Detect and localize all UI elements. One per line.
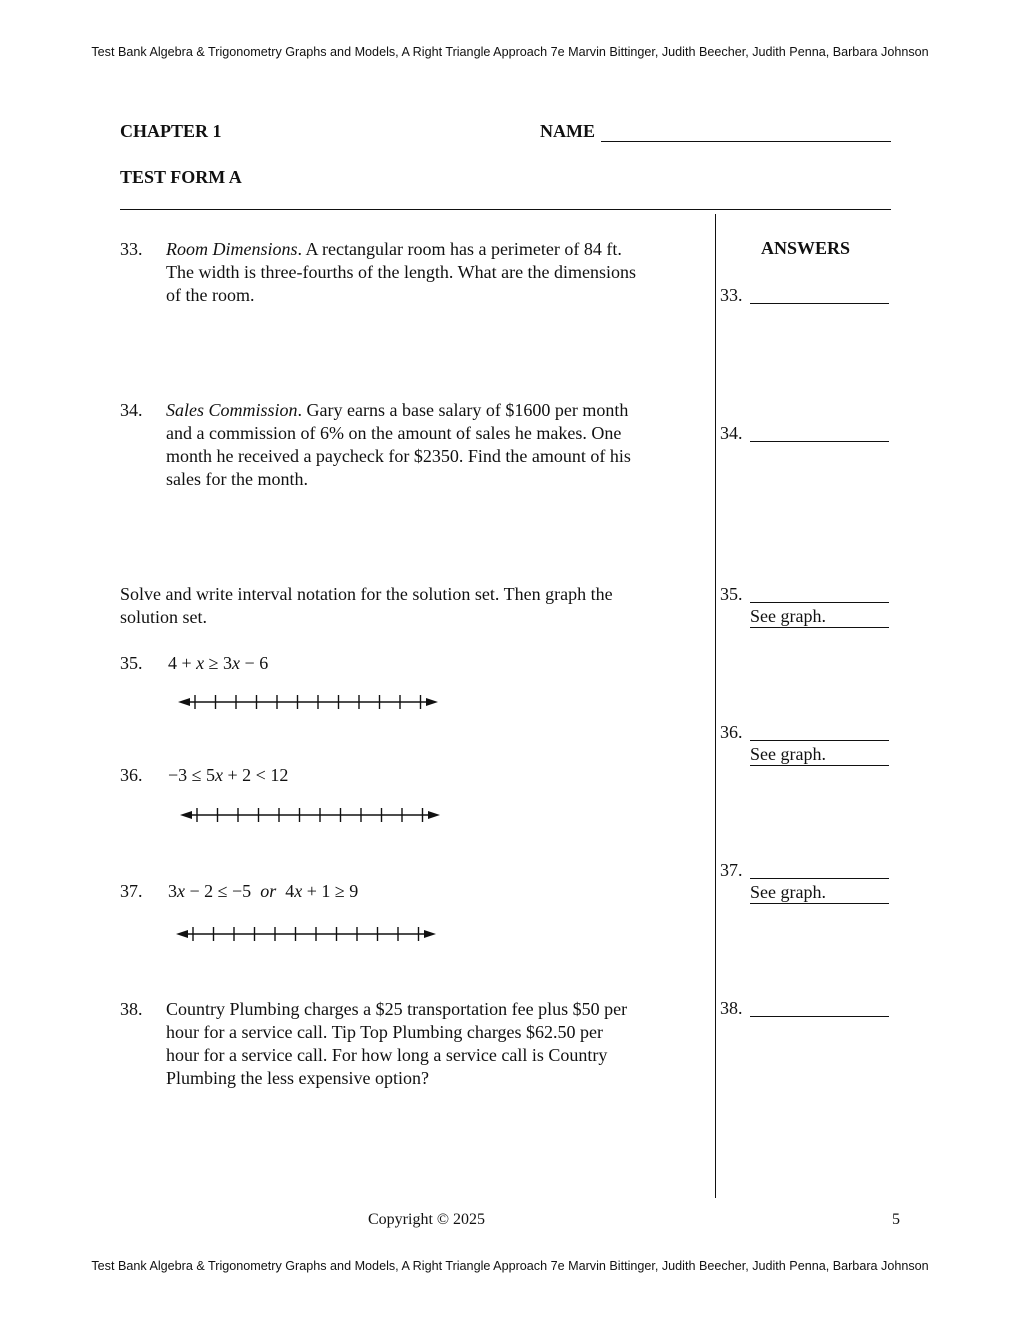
number-line-left-arrow xyxy=(176,930,188,938)
answer-column-divider xyxy=(715,214,716,1198)
header-rule xyxy=(120,209,891,210)
question-33-line-2: The width is three-fourths of the length. What are the dimensions xyxy=(166,262,637,282)
number-line-left-arrow xyxy=(180,811,192,819)
question-37-inequality: 3x − 2 ≤ −5 or 4x + 1 ≥ 9 xyxy=(168,881,359,901)
answers-title: ANSWERS xyxy=(761,238,851,258)
number-line-37[interactable] xyxy=(174,924,438,944)
question-34-text xyxy=(166,399,631,491)
answer-33-label: 33. xyxy=(720,285,743,305)
question-38-text xyxy=(166,998,627,1090)
question-38-number: 38. xyxy=(120,999,143,1019)
answer-37-field[interactable] xyxy=(750,878,889,879)
question-33-line-1: . A rectangular room has a perimeter of 84 ft. xyxy=(297,239,622,259)
answer-34-field[interactable] xyxy=(750,441,889,442)
answer-37-label: 37. xyxy=(720,860,743,880)
question-34-line-2: and a commission of 6% on the amount of sales he makes. One xyxy=(166,423,622,443)
instruction-text xyxy=(120,583,613,629)
question-33-number: 33. xyxy=(120,239,143,259)
name-field[interactable] xyxy=(601,141,891,142)
answer-35-label: 35. xyxy=(720,584,743,604)
question-36-inequality: −3 ≤ 5x + 2 < 12 xyxy=(168,765,289,785)
footer-banner: Test Bank Algebra & Trigonometry Graphs and Models, A Right Triangle Approach 7e Marvin Bittinger, Judith Beecher, Judith Penna, Barbara Johnson xyxy=(91,1259,929,1273)
number-line-right-arrow xyxy=(424,930,436,938)
question-34-line-4: sales for the month. xyxy=(166,469,308,489)
question-34-number: 34. xyxy=(120,400,143,420)
chapter-title: CHAPTER 1 xyxy=(120,121,222,141)
answer-36-field[interactable] xyxy=(750,740,889,741)
answer-38-label: 38. xyxy=(720,998,743,1018)
question-34-title: Sales Commission xyxy=(166,400,298,420)
instruction-line-1: Solve and write interval notation for the solution set. Then graph the xyxy=(120,584,613,604)
number-line-right-arrow xyxy=(426,698,438,706)
answer-33-field[interactable] xyxy=(750,303,889,304)
question-38-line-2: hour for a service call. Tip Top Plumbing charges $62.50 per xyxy=(166,1022,604,1042)
answer-35-see-graph: See graph. xyxy=(750,605,889,628)
question-38-line-4: Plumbing the less expensive option? xyxy=(166,1068,429,1088)
number-line-right-arrow xyxy=(428,811,440,819)
question-35-inequality: 4 + x ≥ 3x − 6 xyxy=(168,653,269,673)
answer-36-see-graph: See graph. xyxy=(750,743,889,766)
answer-35-field[interactable] xyxy=(750,602,889,603)
question-34-line-1: . Gary earns a base salary of $1600 per month xyxy=(297,400,629,420)
question-33-line-3: of the room. xyxy=(166,285,255,305)
answer-37-see-graph: See graph. xyxy=(750,881,889,904)
number-line-36[interactable] xyxy=(178,805,442,825)
answer-38-field[interactable] xyxy=(750,1016,889,1017)
answer-34-label: 34. xyxy=(720,423,743,443)
instruction-line-2: solution set. xyxy=(120,607,208,627)
header-banner: Test Bank Algebra & Trigonometry Graphs and Models, A Right Triangle Approach 7e Marvin Bittinger, Judith Beecher, Judith Penna, Barbara Johnson xyxy=(91,45,929,59)
question-37-number: 37. xyxy=(120,881,143,901)
name-label: NAME xyxy=(540,121,595,141)
number-line-left-arrow xyxy=(178,698,190,706)
test-form-title: TEST FORM A xyxy=(120,167,242,187)
copyright-text: Copyright © 2025 xyxy=(368,1211,486,1228)
question-38-line-1: Country Plumbing charges a $25 transportation fee plus $50 per xyxy=(166,999,628,1019)
answer-36-label: 36. xyxy=(720,722,743,742)
question-36-number: 36. xyxy=(120,765,143,785)
question-35-number: 35. xyxy=(120,653,143,673)
question-33-text xyxy=(166,238,636,307)
question-33-title: Room Dimensions xyxy=(166,239,298,259)
question-34-line-3: month he received a paycheck for $2350. Find the amount of his xyxy=(166,446,631,466)
number-line-35[interactable] xyxy=(176,692,440,712)
page-number: 5 xyxy=(892,1211,900,1228)
question-38-line-3: hour for a service call. For how long a service call is Country xyxy=(166,1045,608,1065)
